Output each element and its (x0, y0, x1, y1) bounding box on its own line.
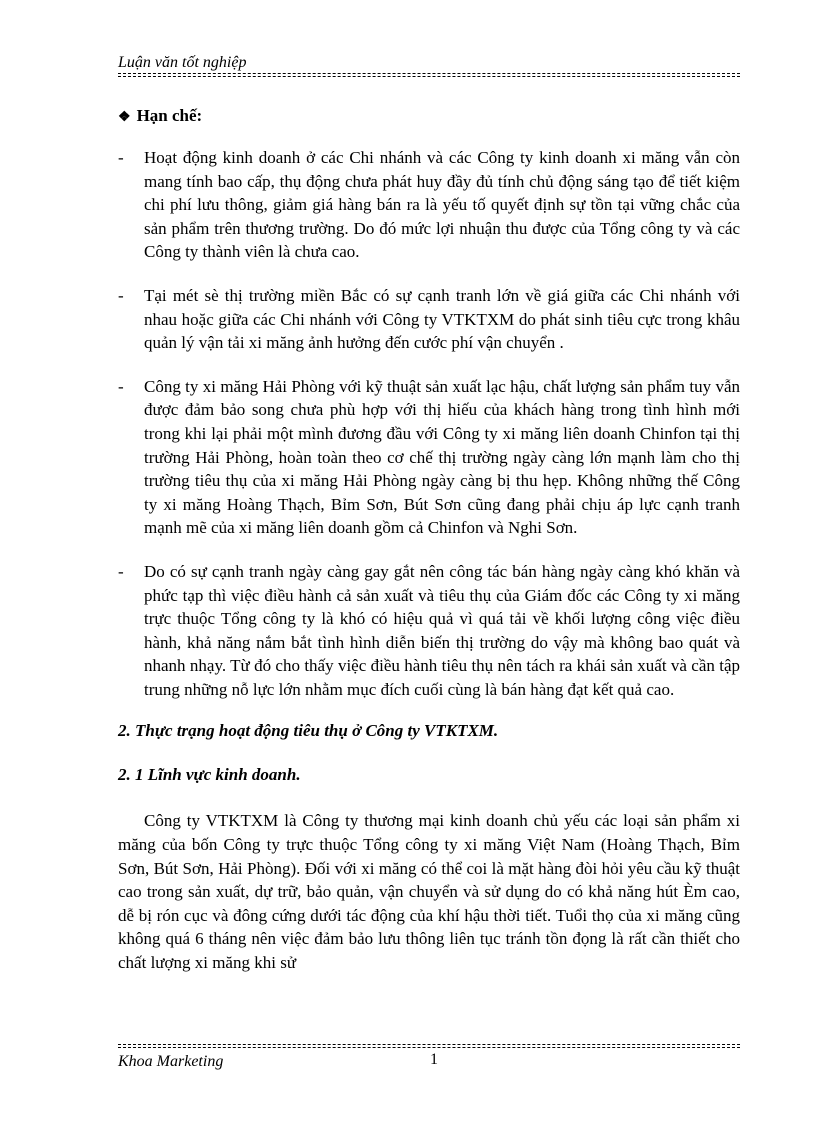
body-paragraph: Công ty VTKTXM là Công ty thương mại kinh doanh chủ yếu các loại sản phẩm xi măng của bốn Công ty trực thuộc Tổng công ty xi măng Việt Nam (Hoàng Thạch, Bỉm Sơn, Bút Sơn, Hải Phòng). Đối với xi măng có thể coi là mặt hàng đòi hỏi yêu cầu kỹ thuật cao trong sản xuất, dự trữ, bảo quản, vận chuyển và sử dụng do có khả năng hút Èm cao, dễ bị rón cục và đông cứng dưới tác động của khí hậu thời tiết. Tuổi thọ của xi măng cũng không quá 6 tháng nên việc đảm bảo lưu thông liên tục tránh tồn đọng là rất cần thiết cho chất lượng xi măng khi sử (118, 811, 740, 973)
list-item-text: Hoạt động kinh doanh ở các Chi nhánh và các Công ty kinh doanh xi măng vẫn còn mang tính bao cấp, thụ động chưa phát huy đầy đủ tính chủ động sáng tạo để tiết kiệm chi phí lưu thông, giảm giá hàng bán ra là yếu tố quyết định sự tồn tại vững chắc của sản phẩm trên thương trường. Do đó mức lợi nhuận thu được của Tổng công ty và các Công ty thành viên là chưa cao. (144, 148, 740, 262)
dash-bullet: - (118, 376, 124, 396)
dash-bullet: - (118, 561, 124, 581)
header-rule-double (118, 76, 740, 77)
page-footer (118, 1044, 740, 1074)
footer-rule (118, 1044, 740, 1045)
footer-department: Khoa Marketing (118, 1053, 224, 1070)
page-header (118, 54, 740, 76)
header-rule (118, 73, 740, 74)
page-number: 1 (430, 1051, 438, 1068)
list-item (118, 284, 740, 355)
dash-bullet: - (118, 148, 124, 167)
section-heading (118, 106, 740, 126)
list-item-text: Tại mét sè thị trường miền Bắc có sự cạnh tranh lớn về giá giữa các Chi nhánh với nhau hoặc giữa các Chi nhánh với Công ty VTKTXM do phát sinh tiêu cực trong khâu quản lý vận tải xi măng ảnh hưởng đến cước phí vận chuyển . (144, 285, 740, 353)
list-item (118, 146, 740, 264)
heading-section-2: 2. Thực trạng hoạt động tiêu thụ ở Công ty VTKTXM. (118, 721, 499, 741)
header-title: Luận văn tốt nghiệp (118, 54, 247, 71)
diamond-bullet-icon: ❖ (118, 110, 131, 125)
section-heading-text: Hạn chế: (136, 106, 203, 125)
page-content (118, 106, 740, 975)
list-item (118, 375, 740, 540)
heading-section-2-1: 2. 1 Lĩnh vực kinh doanh. (118, 765, 301, 785)
list-item-text: Do có sự cạnh tranh ngày càng gay gắt nên công tác bán hàng ngày càng khó khăn và phức tạp thì việc điều hành cả sản xuất và tiêu thụ của Giám đốc các Công ty xi măng trực thuộc Tổng công ty là khó có hiệu quả vì quá tải về khối lượng công việc điều hành, khả năng nắm bắt tình hình diễn biến thị trường do vậy mà không bao quát và nhanh nhạy. Từ đó cho thấy việc điều hành tiêu thụ nên tách ra khái sản xuất và cần tập trung những nỗ lực lớn nhằm mục đích cuối cùng là bán hàng đạt kết quả cao. (144, 561, 740, 699)
list-item (118, 560, 740, 702)
footer-rule-double (118, 1047, 740, 1048)
dash-bullet: - (118, 285, 124, 305)
list-item-text: Công ty xi măng Hải Phòng với kỹ thuật sản xuất lạc hậu, chất lượng sản phẩm tuy vẫn được đảm bảo song chưa phù hợp với thị hiếu của khách hàng trong tình hình mới trong khi lại phải một mình đương đầu với Công ty xi măng liên doanh Chinfon tại thị trường Hải Phòng, hoàn toàn theo cơ chế thị trường ngày càng lớn mạnh làm cho thị trường tiêu thụ của xi măng Hải Phòng ngày càng bị thu hẹp. Không những thế Công ty xi măng Hoàng Thạch, Bỉm Sơn, Bút Sơn cũng đang phải chịu áp lực cạnh tranh mạnh mẽ của xi măng liên doanh gồm cả Chinfon và Nghi Sơn. (144, 376, 740, 538)
